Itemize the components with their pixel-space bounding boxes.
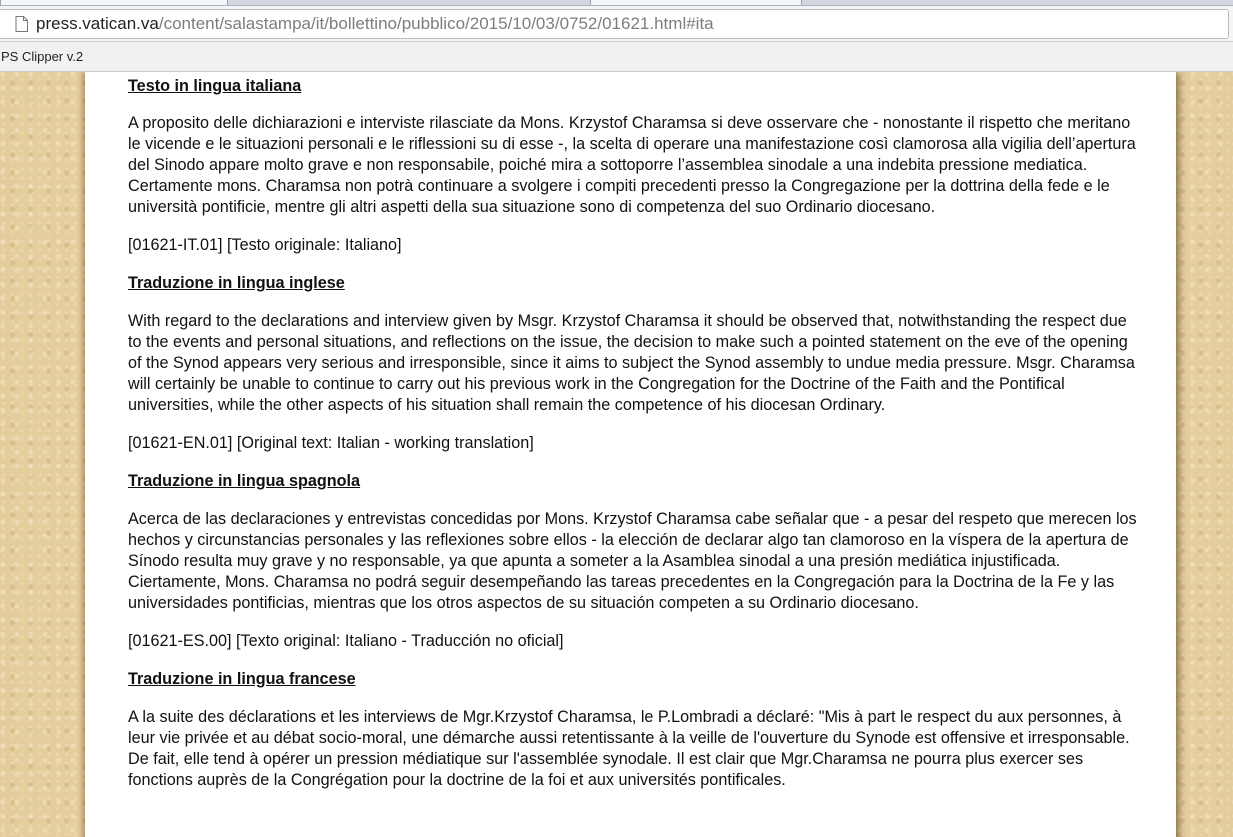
browser-tab[interactable] [0, 0, 228, 5]
address-bar [0, 6, 1233, 42]
url-field[interactable] [0, 9, 1229, 39]
section-heading-french: Traduzione in lingua francese [128, 670, 356, 688]
url-path: /content/salastampa/it/bollettino/pubblico/2015/10/03/0752/01621.html#ita [158, 14, 714, 33]
page-content [0, 72, 1233, 837]
bookmark-ps-clipper[interactable]: PS Clipper v.2 [1, 49, 84, 64]
document-paper [85, 72, 1176, 837]
section-ref-spanish: [01621-ES.00] [Texto original: Italiano - Traducción no oficial] [128, 632, 564, 650]
section-ref-english: [01621-EN.01] [Original text: Italian - working translation] [128, 434, 534, 452]
url-host: press.vatican.va [36, 14, 159, 33]
section-body-english: With regard to the declarations and interview given by Msgr. Krzystof Charamsa it should be observed that, notwithstanding the respect due to the events and personal situations, and reflections on the issue, the decision to make such a pointed statement on the eve of the opening of the Synod appears very serious and irresponsible, since it aims to subject the Synod assembly to undue media pressure. Msgr. Charamsa will certainly be unable to continue to carry out his previous work in the Congregation for the Doctrine of the Faith and the Pontifical universities, while the other aspects of his situation shall remain the competence of his diocesan Ordinary. [128, 312, 1135, 414]
section-body-italian: A proposito delle dichiarazioni e interviste rilasciate da Mons. Krzystof Charamsa si deve osservare che - nonostante il rispetto che meritano le vicende e le situazioni personali e le riflessioni su di esse -, la scelta di operare una manifestazione così clamorosa alla vigilia dell’apertura del Sinodo appare molto grave e non responsabile, poiché mira a sottoporre l’assemblea sinodale a una indebita pressione mediatica. Certamente mons. Charamsa non potrà continuare a svolgere i compiti precedenti presso la Congregazione per la dottrina della fede e le università pontificie, mentre gli altri aspetti della sua situazione sono di competenza del suo Ordinario diocesano. [128, 114, 1136, 216]
section-body-french: A la suite des déclarations et les interviews de Mgr.Krzystof Charamsa, le P.Lombradi a déclaré: "Mis à part le respect du aux personnes, à leur vie privée et au débat socio-moral, une démarche aussi retentissante à la veille de l'ouverture du Synode est offensive et irresponsable. De fait, elle tend à opérer un pression médiatique sur l'assemblée synodale. Il est clair que Mgr.Charamsa ne pourra plus exercer ses fonctions auprès de la Congrégation pour la doctrine de la foi et aux universités pontificales. [128, 708, 1130, 789]
browser-tab[interactable] [590, 0, 802, 5]
page-icon [15, 16, 28, 32]
section-ref-italian: [01621-IT.01] [Testo originale: Italiano] [128, 236, 402, 254]
section-heading-italian: Testo in lingua italiana [128, 77, 302, 95]
section-heading-spanish: Traduzione in lingua spagnola [128, 472, 361, 490]
bookmarks-bar [0, 42, 1233, 72]
text-column [128, 72, 1138, 791]
section-body-spanish: Acerca de las declaraciones y entrevistas concedidas por Mons. Krzystof Charamsa cabe señalar que - a pesar del respeto que merecen los hechos y circunstancias personales y las reflexiones sobre ellos - la elección de declarar algo tan clamoroso en la víspera de la apertura de Sínodo resulta muy grave y no responsable, ya que apunta a someter a la Asamblea sinodal a una presión mediática injustificada. Ciertamente, Mons. Charamsa no podrá seguir desempeñando las tareas precedentes en la Congregación para la Doctrina de la Fe y las universidades pontificias, mientras que los otros aspectos de su situación competen a su Ordinario diocesano. [128, 510, 1137, 612]
url-text[interactable] [36, 14, 714, 34]
section-heading-english: Traduzione in lingua inglese [128, 274, 345, 292]
